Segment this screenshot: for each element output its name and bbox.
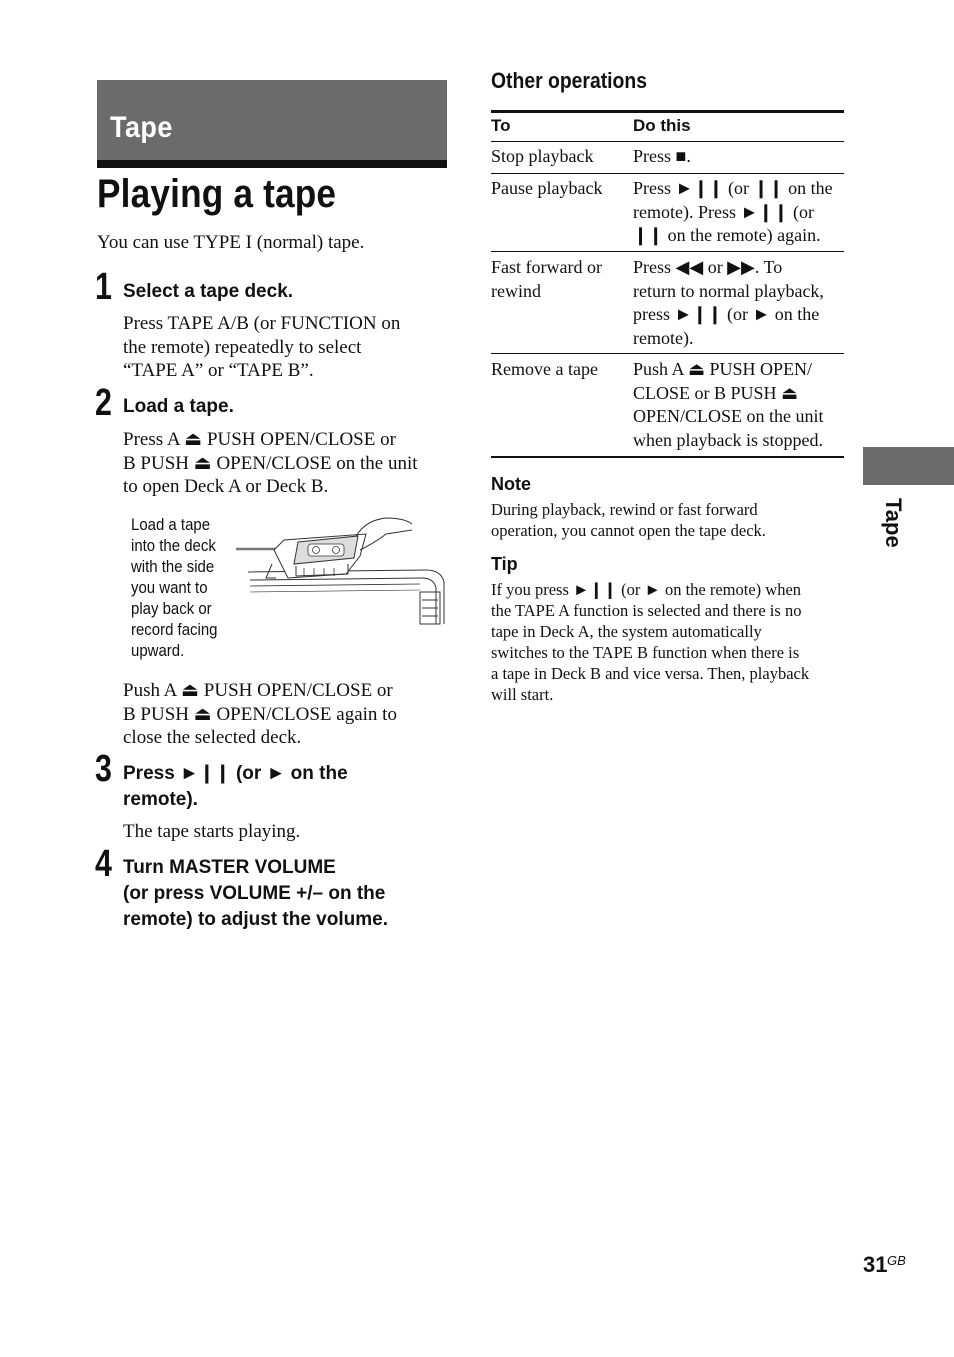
col-header-to: To xyxy=(491,116,511,135)
step-body-2-after: Push A ⏏ PUSH OPEN/CLOSE or B PUSH ⏏ OPEN/CLOSE again to close the selected deck. xyxy=(123,680,397,748)
step-number-1: 1 xyxy=(95,266,112,308)
page-number: 31 xyxy=(863,1252,888,1277)
table-row: Pause playback xyxy=(491,178,603,198)
note-heading: Note xyxy=(491,474,531,494)
tip-body: If you press ►❙❙ (or ► on the remote) when the TAPE A function is selected and there is no tape in Deck A, the system automatically switches to the TAPE B function when there is a tape in Deck B and vice versa. Then, playback will start. xyxy=(491,580,810,704)
step-number-2: 2 xyxy=(95,382,112,424)
table-cell-do: Press ◀◀ or ▶▶. To return to normal playback, press ►❙❙ (or ► on the remote). xyxy=(633,257,824,348)
step-body-1: Press TAPE A/B (or FUNCTION on the remote) repeatedly to select “TAPE A” or “TAPE B”. xyxy=(123,313,401,381)
illustration-caption: Load a tape into the deck with the side you want to play back or record facing upward. xyxy=(131,515,218,660)
section-title: Tape xyxy=(110,111,173,144)
table-row: Stop playback xyxy=(491,146,594,166)
table-row: Fast forward or rewind xyxy=(491,257,602,301)
step-title-2: Load a tape. xyxy=(123,396,234,417)
table-row-rule xyxy=(491,353,844,354)
table-row: Remove a tape xyxy=(491,359,598,379)
side-tab-marker xyxy=(863,447,954,485)
step-number-4: 4 xyxy=(95,843,112,885)
step-title-4: Turn MASTER VOLUME (or press VOLUME +/– on the remote) to adjust the volume. xyxy=(123,857,388,930)
note-body: During playback, rewind or fast forward operation, you cannot open the tape deck. xyxy=(491,500,766,540)
step-title-1: Select a tape deck. xyxy=(123,281,294,302)
table-cell-do: Push A ⏏ PUSH OPEN/ CLOSE or B PUSH ⏏ OPEN/CLOSE on the unit when playback is stopped. xyxy=(633,359,824,450)
table-row-rule xyxy=(491,251,844,252)
table-row-rule xyxy=(491,173,844,174)
intro-text: You can use TYPE I (normal) tape. xyxy=(97,232,365,253)
step-title-3: Press ►❙❙ (or ► on the remote). xyxy=(123,763,348,810)
table-top-rule xyxy=(491,110,844,113)
step-number-3: 3 xyxy=(95,748,112,790)
tape-deck-illustration xyxy=(236,512,448,630)
table-bottom-rule xyxy=(491,456,844,458)
ops-heading: Other operations xyxy=(491,68,647,93)
table-cell-do: Press ■. xyxy=(633,146,691,166)
section-banner-rule xyxy=(97,160,447,168)
tip-heading: Tip xyxy=(491,554,518,574)
side-tab-label: Tape xyxy=(881,498,906,548)
col-header-do: Do this xyxy=(633,116,691,135)
page-number-suffix: GB xyxy=(887,1253,906,1268)
table-header-rule xyxy=(491,141,844,142)
table-cell-do: Press ►❙❙ (or ❙❙ on the remote). Press ►❙❙ (or ❙❙ on the remote) again. xyxy=(633,178,833,245)
step-body-3: The tape starts playing. xyxy=(123,821,301,842)
step-body-2: Press A ⏏ PUSH OPEN/CLOSE or B PUSH ⏏ OPEN/CLOSE on the unit to open Deck A or Deck B. xyxy=(123,429,418,497)
page-title: Playing a tape xyxy=(97,172,337,216)
